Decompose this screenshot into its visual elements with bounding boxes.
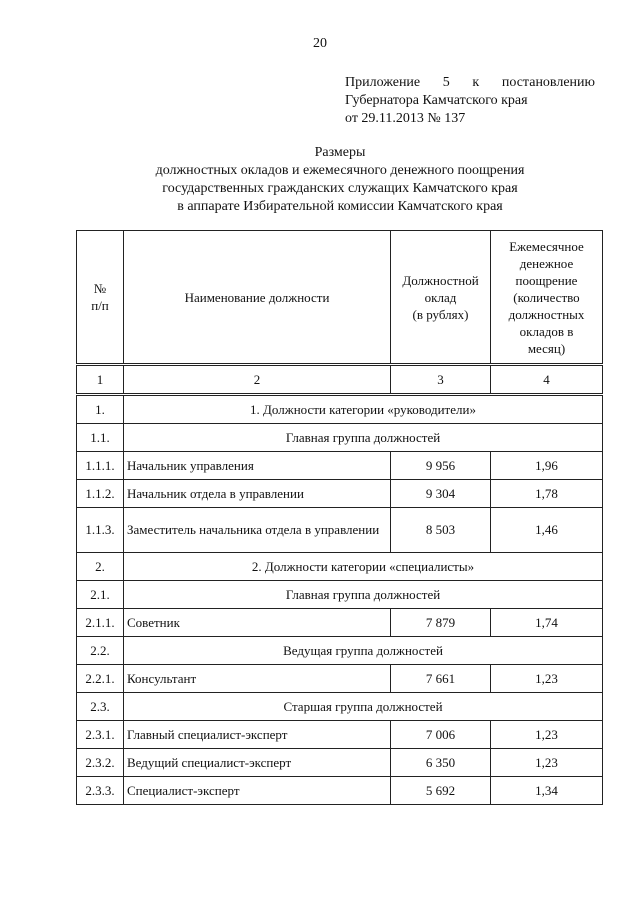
page-number: 20 bbox=[313, 36, 327, 51]
header-text: № bbox=[93, 281, 107, 296]
salary-value: 9 956 bbox=[391, 452, 491, 480]
table-header-row bbox=[77, 231, 603, 365]
bonus-value: 1,23 bbox=[491, 721, 603, 749]
header-bonus bbox=[491, 231, 603, 365]
header-text: месяц) bbox=[527, 340, 566, 356]
group-row bbox=[77, 693, 603, 721]
bonus-value: 1,74 bbox=[491, 609, 603, 637]
row-number: 1.1.1. bbox=[77, 452, 124, 480]
section-row bbox=[77, 395, 603, 424]
table-row bbox=[77, 721, 603, 749]
group-title: Главная группа должностей bbox=[124, 424, 603, 452]
row-number: 2. bbox=[77, 553, 124, 581]
position-name: Советник bbox=[124, 609, 391, 637]
bonus-value: 1,23 bbox=[491, 665, 603, 693]
appendix-line: Приложение 5 к постановлению bbox=[345, 75, 595, 90]
row-number: 2.3.2. bbox=[77, 749, 124, 777]
table-row bbox=[77, 508, 603, 553]
table-row bbox=[77, 777, 603, 805]
group-title: Старшая группа должностей bbox=[124, 693, 603, 721]
bonus-value: 1,78 bbox=[491, 480, 603, 508]
salary-value: 9 304 bbox=[391, 480, 491, 508]
salary-table bbox=[76, 230, 603, 805]
header-text: денежное bbox=[519, 255, 574, 271]
salary-value: 5 692 bbox=[391, 777, 491, 805]
bonus-value: 1,46 bbox=[491, 508, 603, 553]
position-name: Ведущий специалист-эксперт bbox=[124, 749, 391, 777]
group-row bbox=[77, 581, 603, 609]
header-text: оклад bbox=[424, 289, 457, 305]
title-line: должностных окладов и ежемесячного денежного поощрения bbox=[155, 163, 525, 178]
row-number: 2.2. bbox=[77, 637, 124, 665]
column-number-row bbox=[77, 365, 603, 395]
group-row bbox=[77, 637, 603, 665]
header-num bbox=[77, 231, 124, 365]
title-line: Размеры bbox=[314, 145, 366, 160]
salary-value: 7 006 bbox=[391, 721, 491, 749]
title-line: государственных гражданских служащих Камчатского края bbox=[162, 181, 518, 196]
appendix-line: от 29.11.2013 № 137 bbox=[345, 111, 466, 126]
row-number: 2.1.1. bbox=[77, 609, 124, 637]
row-number: 2.3. bbox=[77, 693, 124, 721]
header-text: Должностной bbox=[402, 272, 479, 288]
row-number: 1.1.3. bbox=[77, 508, 124, 553]
row-number: 1.1. bbox=[77, 424, 124, 452]
bonus-value: 1,34 bbox=[491, 777, 603, 805]
salary-value: 7 661 bbox=[391, 665, 491, 693]
column-number: 4 bbox=[491, 365, 603, 395]
position-name: Начальник управления bbox=[124, 452, 391, 480]
header-text: окладов в bbox=[519, 323, 574, 339]
group-row bbox=[77, 424, 603, 452]
section-row bbox=[77, 553, 603, 581]
section-title: 2. Должности категории «специалисты» bbox=[124, 553, 603, 581]
table-row bbox=[77, 609, 603, 637]
table-row bbox=[77, 665, 603, 693]
salary-value: 6 350 bbox=[391, 749, 491, 777]
position-name: Заместитель начальника отдела в управлении bbox=[124, 508, 391, 553]
position-name: Консультант bbox=[124, 665, 391, 693]
row-number: 1. bbox=[77, 395, 124, 424]
section-title: 1. Должности категории «руководители» bbox=[124, 395, 603, 424]
salary-value: 8 503 bbox=[391, 508, 491, 553]
group-title: Ведущая группа должностей bbox=[124, 637, 603, 665]
position-name: Начальник отдела в управлении bbox=[124, 480, 391, 508]
header-text: должностных bbox=[508, 306, 585, 322]
column-number: 2 bbox=[124, 365, 391, 395]
table-row bbox=[77, 749, 603, 777]
row-number: 2.2.1. bbox=[77, 665, 124, 693]
header-text: Ежемесячное bbox=[509, 238, 584, 254]
bonus-value: 1,96 bbox=[491, 452, 603, 480]
appendix-line: Губернатора Камчатского края bbox=[345, 93, 528, 108]
position-name: Главный специалист-эксперт bbox=[124, 721, 391, 749]
salary-value: 7 879 bbox=[391, 609, 491, 637]
table-row bbox=[77, 480, 603, 508]
header-text: п/п bbox=[91, 298, 109, 313]
header-text: (в рублях) bbox=[412, 306, 469, 322]
header-text: поощрение bbox=[515, 272, 578, 288]
row-number: 2.3.1. bbox=[77, 721, 124, 749]
position-name: Специалист-эксперт bbox=[124, 777, 391, 805]
group-title: Главная группа должностей bbox=[124, 581, 603, 609]
row-number: 1.1.2. bbox=[77, 480, 124, 508]
header-salary bbox=[391, 231, 491, 365]
row-number: 2.1. bbox=[77, 581, 124, 609]
column-number: 3 bbox=[391, 365, 491, 395]
document-title bbox=[80, 144, 600, 216]
title-line: в аппарате Избирательной комиссии Камчатского края bbox=[177, 199, 503, 214]
header-text: (количество bbox=[513, 289, 580, 305]
header-name: Наименование должности bbox=[124, 231, 391, 365]
bonus-value: 1,23 bbox=[491, 749, 603, 777]
row-number: 2.3.3. bbox=[77, 777, 124, 805]
column-number: 1 bbox=[77, 365, 124, 395]
appendix-reference bbox=[345, 74, 595, 128]
table-row bbox=[77, 452, 603, 480]
